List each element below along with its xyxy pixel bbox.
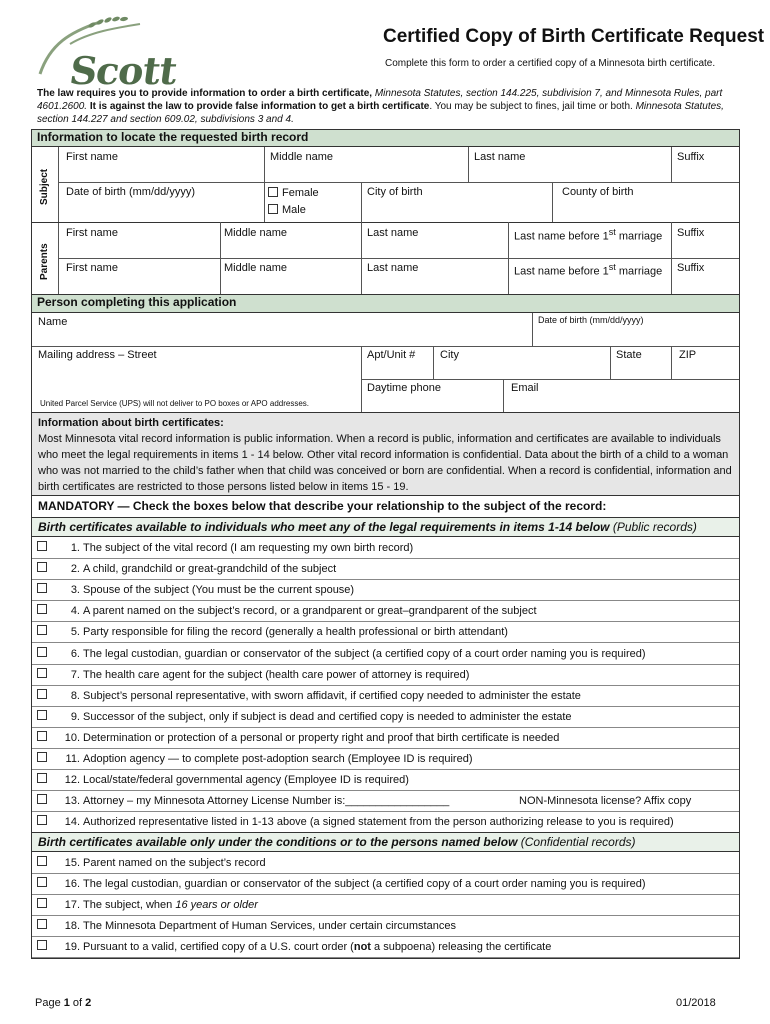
confidential-checkbox-4[interactable] — [37, 919, 47, 929]
item-text: Determination or protection of a personal or property right and proof that birth certificate is needed — [83, 731, 560, 744]
female-checkbox[interactable]: Female — [268, 187, 319, 199]
confidential-checkbox-3[interactable] — [37, 898, 47, 908]
public-checkbox-9[interactable] — [37, 710, 47, 720]
parent1-last-name-field[interactable]: Last name — [367, 227, 419, 239]
state-field[interactable]: State — [616, 349, 642, 361]
request-form — [31, 129, 740, 959]
item-number: 2. — [70, 563, 80, 576]
list-item — [32, 538, 739, 559]
item-text: Pursuant to a valid, certified copy of a U.S. court order (not a subpoena) releasing the certificate — [83, 941, 552, 954]
public-records-header: Birth certificates available to individuals who meet any of the legal requirements in items 1-14 below (Public records) — [32, 517, 739, 537]
item-text: Subject’s personal representative, with sworn affidavit, if certified copy needed to administer the estate — [83, 689, 581, 702]
public-checkbox-2[interactable] — [37, 562, 47, 572]
list-item — [32, 853, 739, 874]
item-number: 9. — [70, 710, 80, 723]
item-text: Local/state/federal governmental agency (Employee ID is required) — [83, 774, 409, 787]
item-text: Party responsible for filing the record (generally a health professional or birth attendant) — [83, 626, 508, 639]
public-checkbox-7[interactable] — [37, 668, 47, 678]
item-text: The subject of the vital record (I am requesting my own birth record) — [83, 542, 414, 554]
list-item — [32, 874, 739, 895]
public-checkbox-11[interactable] — [37, 752, 47, 762]
street-field[interactable]: Mailing address – Street — [38, 349, 157, 361]
list-item — [32, 665, 739, 686]
parent2-suffix-field[interactable]: Suffix — [677, 262, 705, 274]
list-item — [32, 728, 739, 749]
mandatory-instruction: MANDATORY — Check the boxes below that describe your relationship to the subject of the record: — [38, 499, 607, 513]
item-number: 13. — [64, 795, 80, 808]
item-extra-note: NON-Minnesota license? Affix copy — [519, 795, 692, 808]
item-text: Attorney – my Minnesota Attorney License Number is:_________________ — [83, 795, 450, 808]
item-number: 5. — [70, 626, 80, 639]
logo-text: Scott — [66, 48, 180, 93]
item-number: 7. — [70, 668, 80, 681]
item-text: The Minnesota Department of Human Services, under certain circumstances — [83, 920, 456, 933]
zip-field[interactable]: ZIP — [679, 349, 697, 361]
subject-last-name-field[interactable]: Last name — [474, 151, 526, 163]
item-number: 19. — [64, 941, 80, 954]
public-checkbox-10[interactable] — [37, 731, 47, 741]
item-number: 12. — [64, 774, 80, 787]
public-checkbox-8[interactable] — [37, 689, 47, 699]
item-number: 17. — [64, 899, 80, 912]
confidential-checkbox-1[interactable] — [37, 856, 47, 866]
item-text: The legal custodian, guardian or conservator of the subject (a certified copy of a court order naming you is required) — [83, 878, 646, 891]
confidential-checkbox-2[interactable] — [37, 877, 47, 887]
item-text: Authorized representative listed in 1-13 above (a signed statement from the person authorizing release to you is required) — [83, 816, 674, 829]
page-title: Certified Copy of Birth Certificate Request — [383, 26, 765, 47]
parent1-middle-name-field[interactable]: Middle name — [224, 227, 287, 239]
logo — [30, 14, 180, 93]
list-item — [32, 601, 739, 622]
public-checkbox-13[interactable] — [37, 794, 47, 804]
city-of-birth-field[interactable]: City of birth — [367, 186, 423, 198]
public-checkbox-6[interactable] — [37, 647, 47, 657]
male-checkbox[interactable]: Male — [268, 204, 306, 216]
list-item — [32, 580, 739, 601]
item-number: 15. — [64, 857, 80, 869]
list-item — [32, 686, 739, 707]
applicant-dob-field[interactable]: Date of birth (mm/dd/yyyy) — [538, 315, 644, 325]
item-number: 3. — [70, 584, 80, 597]
item-number: 6. — [70, 647, 80, 660]
list-item — [32, 937, 739, 958]
section-applicant-header: Person completing this application — [32, 294, 739, 313]
list-item — [32, 559, 739, 580]
item-text: The health care agent for the subject (health care power of attorney is required) — [83, 668, 470, 681]
item-number: 4. — [70, 605, 80, 618]
info-body: Most Minnesota vital record information is public information. When a record is public, information and certificates are available to individuals who meet the legal requirements in items 1 - 14 below. Other vital record information is confidential. Data about the birth of a child to a woman who was not married to the child’s father when that child was conceived or born are confidential. When a record is confidential, information and birth certificates are restricted to those persons listed below in items 15 - 19. — [38, 433, 732, 493]
info-block — [32, 413, 739, 495]
county-of-birth-field[interactable]: County of birth — [562, 186, 634, 198]
public-checkbox-4[interactable] — [37, 604, 47, 614]
item-text: A child, grandchild or great-grandchild of the subject — [83, 563, 337, 576]
city-field[interactable]: City — [440, 349, 459, 361]
parents-side-label: Parents — [39, 243, 50, 280]
public-checkbox-1[interactable] — [37, 541, 47, 551]
parent2-last-name-field[interactable]: Last name — [367, 262, 419, 274]
list-item — [32, 770, 739, 791]
item-number: 18. — [64, 920, 80, 933]
parent2-middle-name-field[interactable]: Middle name — [224, 262, 287, 274]
parent2-maiden-name-field[interactable]: Last name before 1st marriage — [514, 262, 663, 278]
item-text: A parent named on the subject’s record, or a grandparent or great–grandparent of the subject — [83, 605, 537, 618]
apt-field[interactable]: Apt/Unit # — [367, 349, 416, 361]
item-text: Spouse of the subject (You must be the current spouse) — [83, 584, 355, 597]
form-date: 01/2018 — [676, 997, 716, 1009]
item-number: 16. — [64, 878, 80, 891]
law-notice: The law requires you to provide information to order a birth certificate, Minnesota Statutes, section 144.225, subdivision 7, and Minnesota Rules, part 4601.2600. It is against the law to provide false information to get a birth certificate. You may be subject to fines, jail time or both. Minnesota Statutes, section 144.227 and section 609.02, subdivisions 3 and 4. — [37, 88, 724, 125]
list-item — [32, 749, 739, 770]
subject-middle-name-field[interactable]: Middle name — [270, 151, 333, 163]
info-title: Information about birth certificates: — [38, 417, 224, 429]
phone-field[interactable]: Daytime phone — [367, 382, 441, 394]
confidential-records-header: Birth certificates available only under the conditions or to the persons named below (Confidential records) — [32, 832, 739, 852]
item-text: Adoption agency — to complete post-adoption search (Employee ID is required) — [83, 753, 473, 765]
subject-first-name-field[interactable]: First name — [66, 151, 118, 163]
item-number: 14. — [64, 816, 80, 829]
item-text: The legal custodian, guardian or conservator of the subject (a certified copy of a court order naming you is required) — [83, 647, 646, 660]
public-checkbox-12[interactable] — [37, 773, 47, 783]
item-number: 8. — [70, 689, 80, 702]
public-checkbox-14[interactable] — [37, 815, 47, 825]
item-text: Successor of the subject, only if subject is dead and certified copy is needed to administer the estate — [83, 710, 572, 723]
subject-dob-field[interactable]: Date of birth (mm/dd/yyyy) — [66, 186, 195, 198]
list-item — [32, 812, 739, 833]
parent1-suffix-field[interactable]: Suffix — [677, 227, 705, 239]
item-number: 10. — [64, 731, 80, 744]
list-item — [32, 622, 739, 643]
subject-side-label: Subject — [39, 168, 50, 205]
page-number: Page 1 of 2 — [35, 997, 92, 1009]
item-text: The subject, when 16 years or older — [83, 899, 258, 912]
ups-note: United Parcel Service (UPS) will not deliver to PO boxes or APO addresses. — [40, 399, 309, 408]
confidential-checkbox-5[interactable] — [37, 940, 47, 950]
parent2-first-name-field[interactable]: First name — [66, 262, 118, 274]
list-item — [32, 916, 739, 937]
parent1-maiden-name-field[interactable]: Last name before 1st marriage — [514, 227, 663, 243]
parent1-first-name-field[interactable]: First name — [66, 227, 118, 239]
list-item — [32, 644, 739, 665]
list-item — [32, 791, 739, 812]
public-checkbox-3[interactable] — [37, 583, 47, 593]
email-field[interactable]: Email — [511, 382, 539, 394]
item-number: 1. — [70, 542, 80, 554]
subject-suffix-field[interactable]: Suffix — [677, 151, 705, 163]
list-item — [32, 895, 739, 916]
public-checkbox-5[interactable] — [37, 625, 47, 635]
applicant-name-field[interactable]: Name — [38, 316, 68, 328]
section-locate-header: Information to locate the requested birth record — [32, 130, 739, 147]
list-item — [32, 707, 739, 728]
item-text: Parent named on the subject’s record — [83, 857, 266, 869]
page-subtitle: Complete this form to order a certified copy of a Minnesota birth certificate. — [385, 58, 716, 69]
item-number: 11. — [65, 753, 80, 765]
